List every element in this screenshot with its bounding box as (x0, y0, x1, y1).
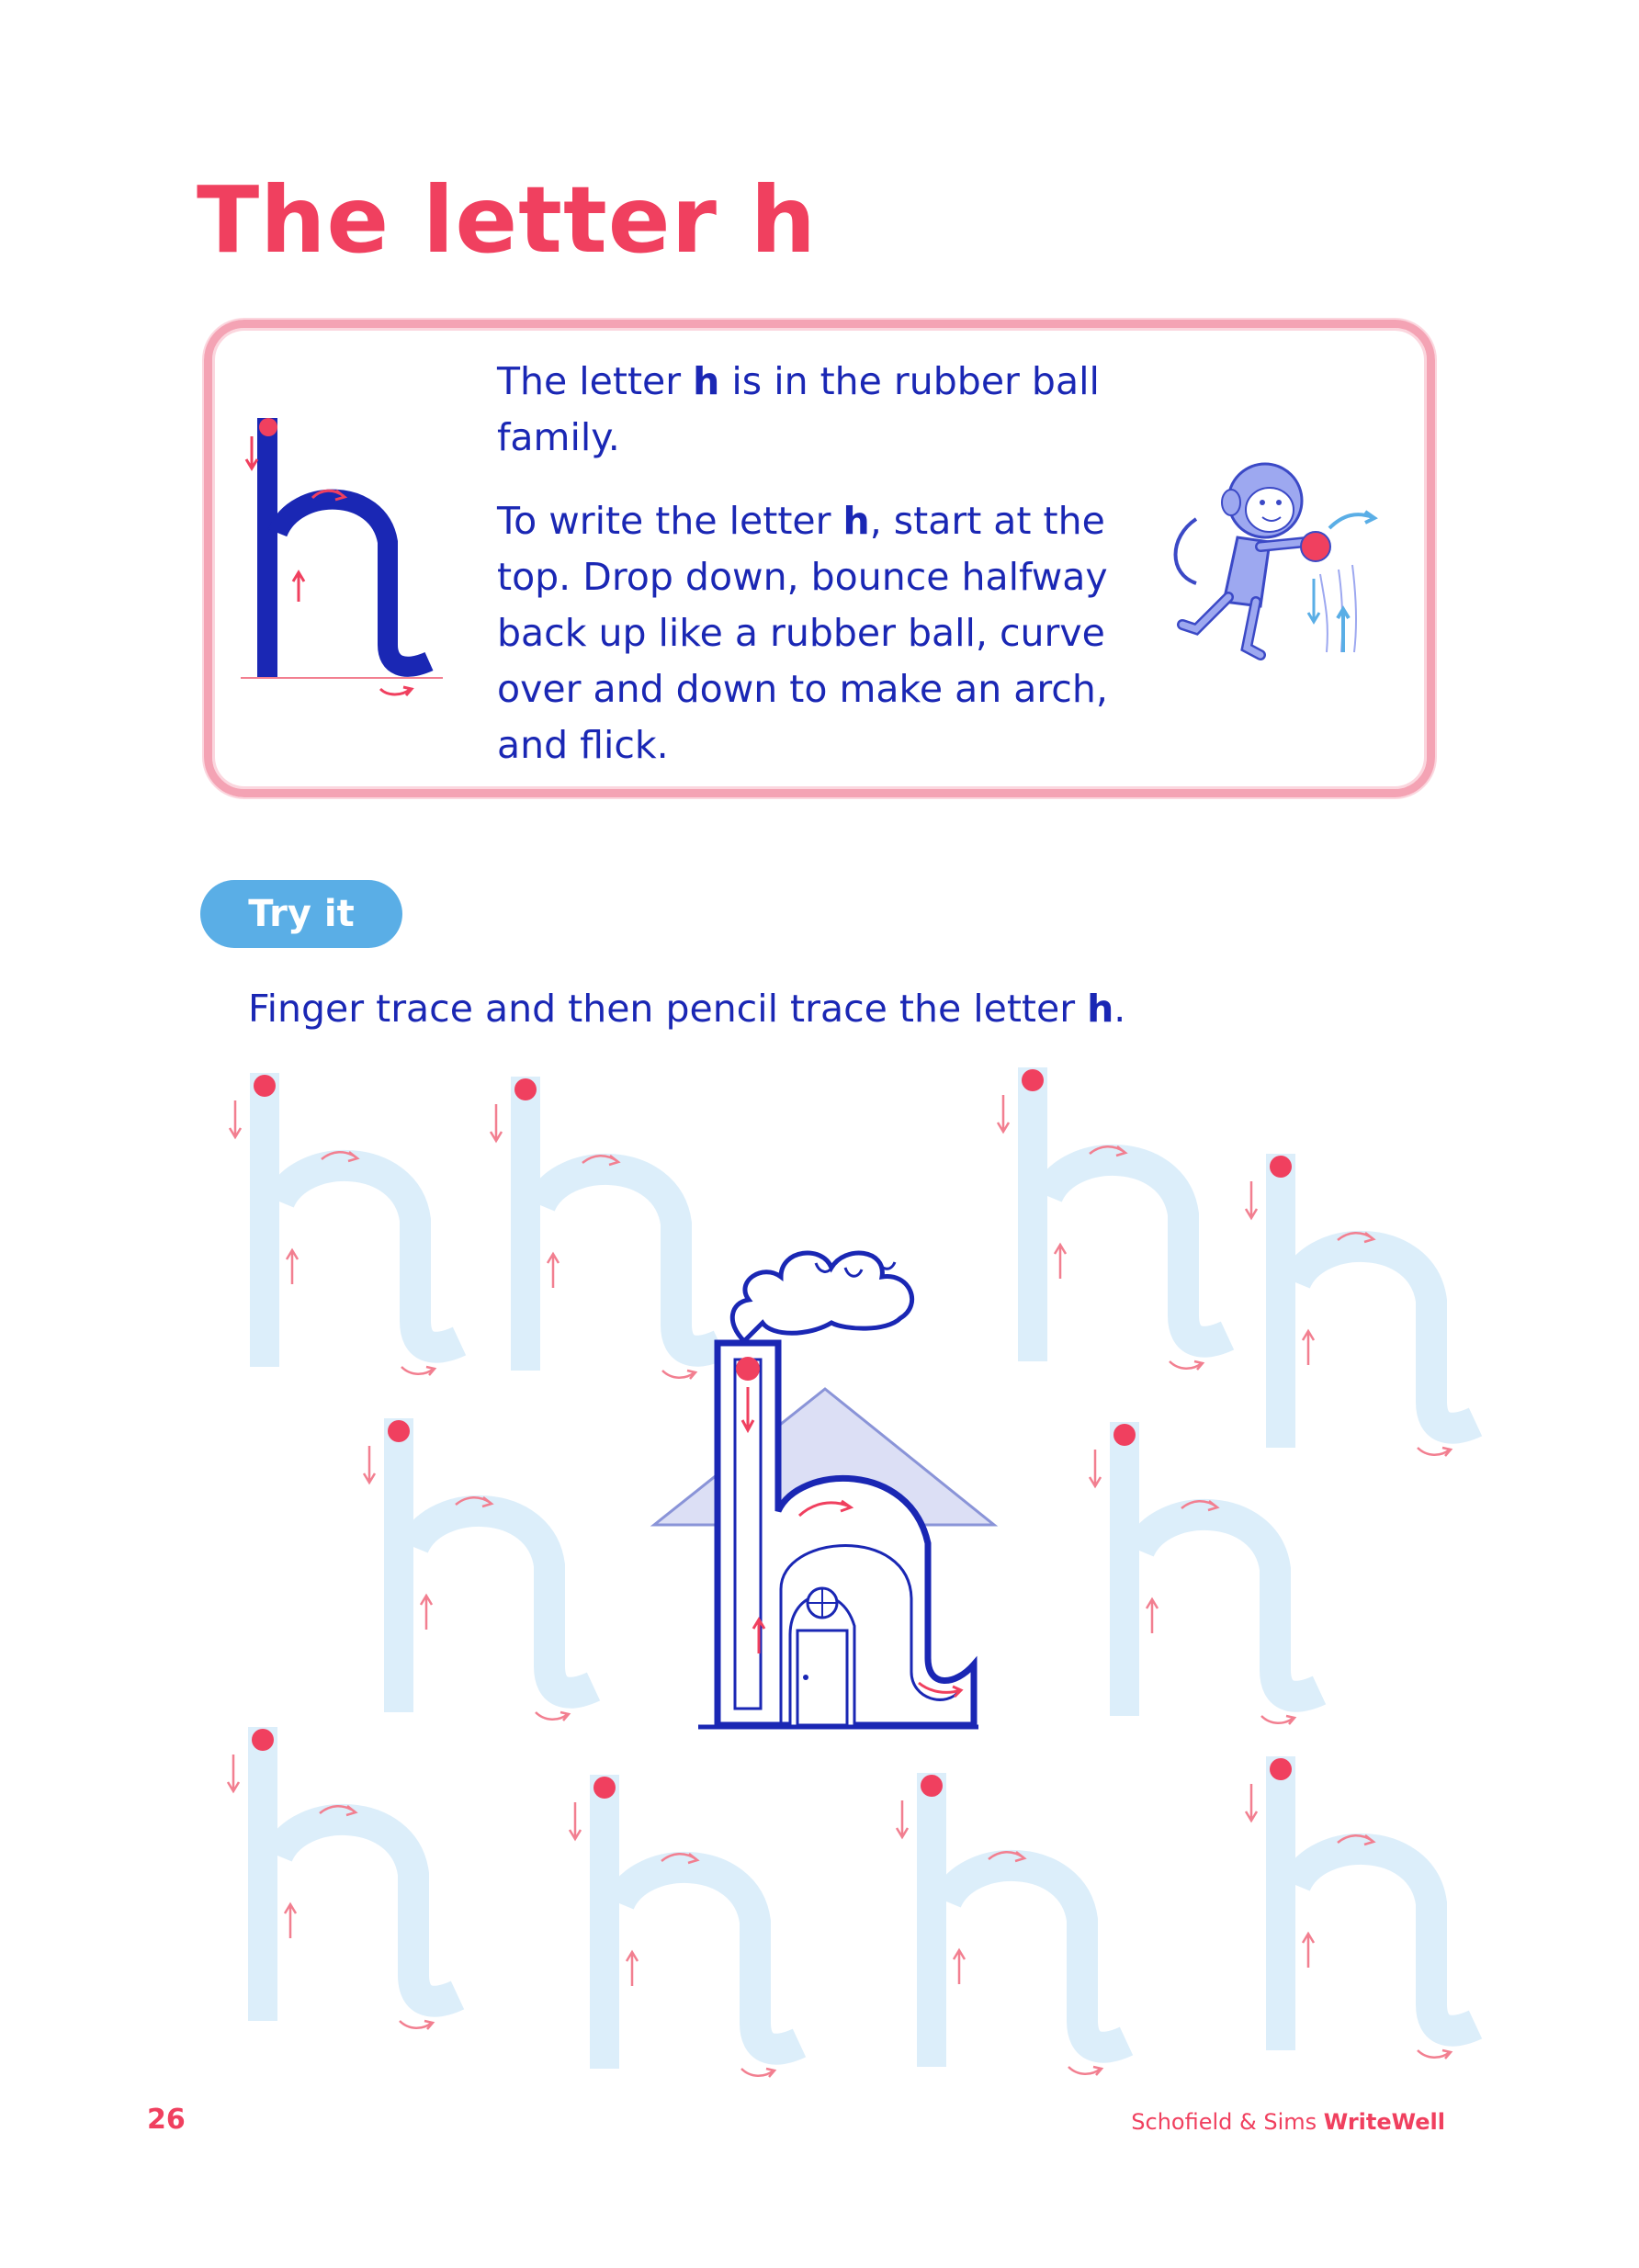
info-paragraph-2: To write the letter h, start at the top. Drop down, bounce halfway back up like a rubber ball, curve over and down to make an arch, and flick. (497, 499, 1108, 767)
info-paragraph-1: The letter h is in the rubber ball family. (497, 359, 1100, 459)
trace-letter-h (230, 1073, 459, 1375)
h-house-illustration (654, 1253, 994, 1727)
page-number: 26 (147, 2104, 186, 2136)
trace-letter-h (228, 1727, 458, 2029)
trace-letter-h (1246, 1154, 1475, 1456)
trace-instruction: Finger trace and then pencil trace the letter h. (248, 987, 1126, 1031)
trace-letter-h (1090, 1422, 1319, 1724)
try-it-badge: Try it (200, 880, 402, 948)
trace-letter-h (570, 1775, 799, 2077)
trace-letter-h (491, 1077, 720, 1379)
trace-letter-h (364, 1418, 593, 1721)
trace-letter-h (998, 1067, 1227, 1370)
trace-letter-h (1246, 1756, 1475, 2059)
trace-letter-h (897, 1773, 1126, 2075)
page-title: The letter h (197, 166, 817, 274)
footer-credit: Schofield & Sims WriteWell (1131, 2109, 1445, 2135)
